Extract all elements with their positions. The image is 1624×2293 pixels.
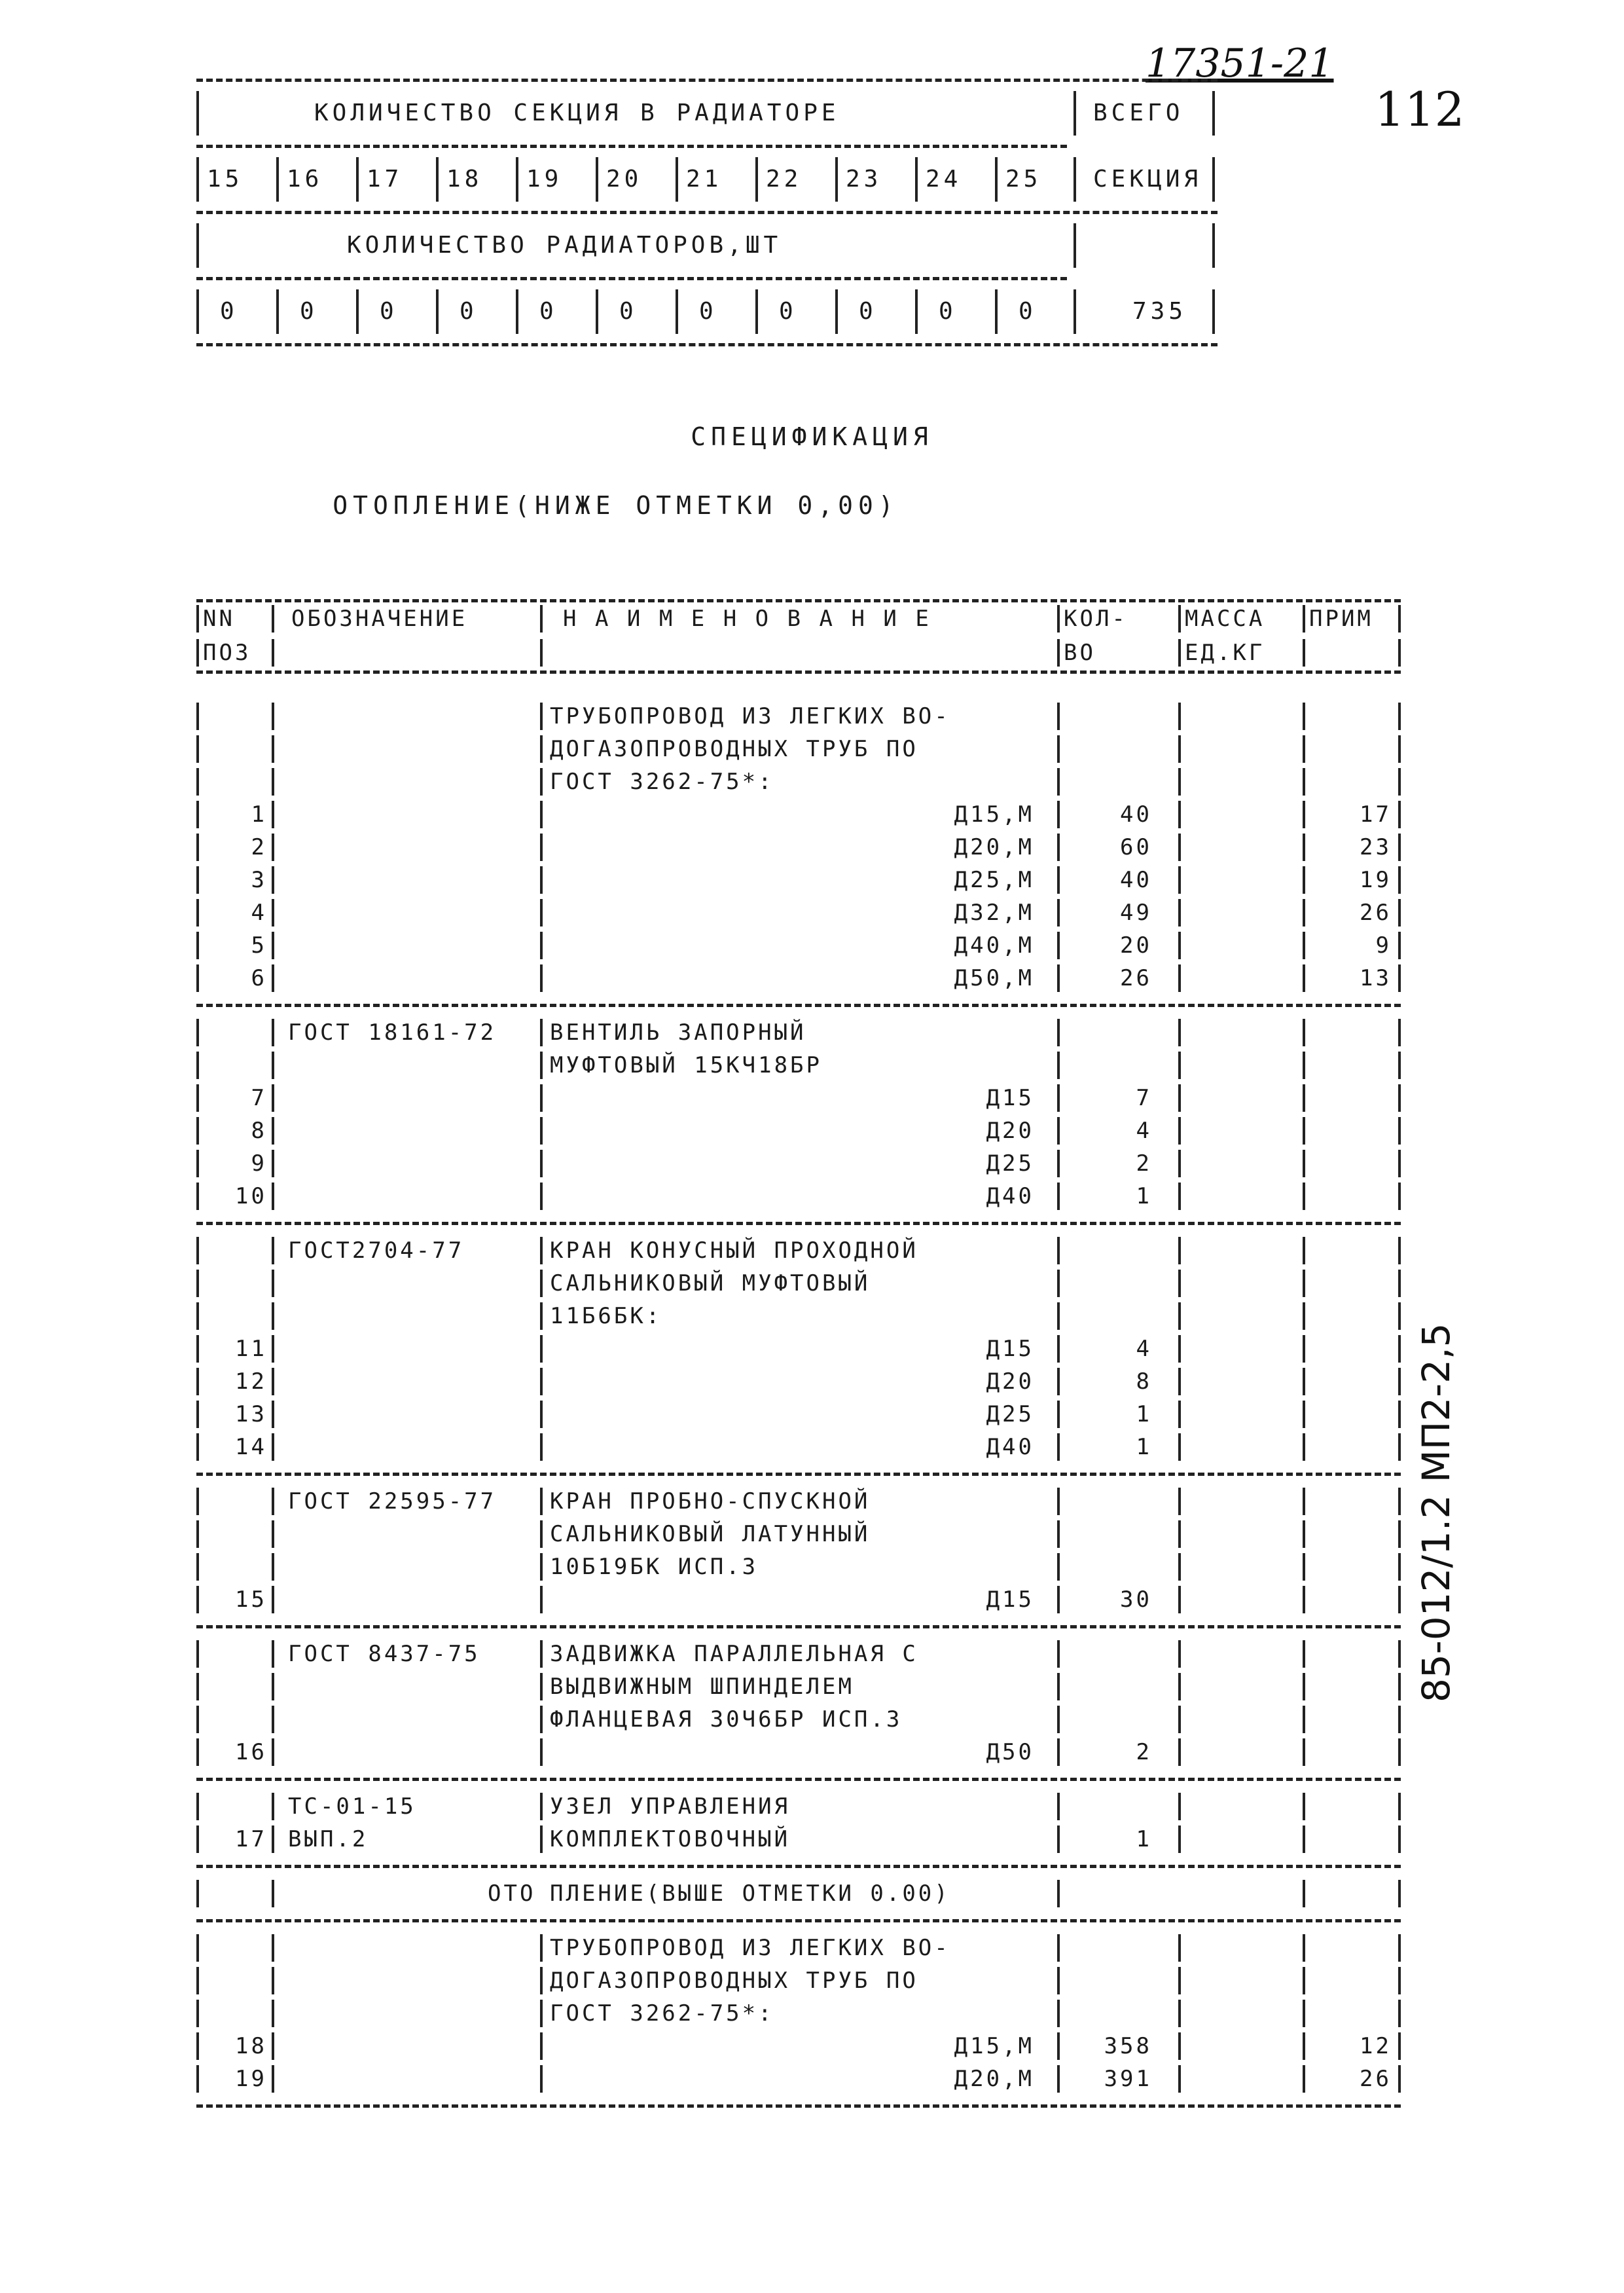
size-cell: Д15,М (954, 2033, 1034, 2059)
radiators-count-header-row (196, 214, 1218, 277)
section-number: 20 (606, 166, 643, 193)
name-cell: ТРУБОПРОВОД ИЗ ЛЕГКИХ ВО- (550, 703, 950, 729)
header-mass-2: ЕД.КГ (1185, 640, 1265, 666)
table-row (196, 1234, 1401, 1267)
radiator-summary (196, 79, 1218, 346)
table-row (196, 2030, 1401, 2063)
note-cell: 17 (1360, 801, 1392, 828)
name-cell: ГОСТ 3262-75*: (550, 769, 774, 795)
radiator-count: 0 (460, 298, 478, 325)
table-row (196, 1016, 1401, 1049)
table-row (196, 1638, 1401, 1670)
header-qty-2: ВО (1064, 640, 1096, 666)
size-cell: Д25,М (954, 867, 1034, 893)
radiator-counts-row (196, 280, 1218, 343)
table-row (196, 1082, 1401, 1114)
spec-subtitle: ОТОПЛЕНИЕ(НИЖЕ ОТМЕТКИ 0,00) (333, 491, 899, 520)
table-row (196, 896, 1401, 929)
size-cell: Д15 (986, 1336, 1034, 1362)
quantity-cell: 40 (1120, 801, 1152, 828)
name-cell: ПЛЕНИЕ(ВЫШЕ ОТМЕТКИ 0.00) (550, 1880, 950, 1907)
radiator-count: 0 (939, 298, 957, 325)
table-row (196, 1300, 1401, 1332)
note-cell: 12 (1360, 2033, 1392, 2059)
size-cell: Д25 (986, 1150, 1034, 1177)
designation-cell: ВЫП.2 (288, 1826, 369, 1852)
size-cell: Д40 (986, 1434, 1034, 1460)
radiator-count: 0 (699, 298, 717, 325)
name-cell: ДОГАЗОПРОВОДНЫХ ТРУБ ПО (550, 1968, 918, 1994)
section-number: 18 (446, 166, 483, 193)
size-cell: Д50 (986, 1739, 1034, 1765)
quantity-cell: 8 (1136, 1368, 1152, 1395)
name-cell: 10Б19БК ИСП.3 (550, 1554, 759, 1580)
name-cell: ДОГАЗОПРОВОДНЫХ ТРУБ ПО (550, 736, 918, 762)
radiator-count: 0 (539, 298, 558, 325)
size-cell: Д25 (986, 1401, 1034, 1427)
designation-cell: ГОСТ2704-77 (288, 1238, 465, 1264)
size-cell: Д50,М (954, 965, 1034, 991)
size-cell: Д20,М (954, 2066, 1034, 2092)
quantity-cell: 1 (1136, 1183, 1152, 1209)
size-cell: Д15 (986, 1085, 1034, 1111)
sections-in-radiator-label: КОЛИЧЕСТВО СЕКЦИЯ В РАДИАТОРЕ (314, 100, 840, 126)
table-row (196, 864, 1401, 896)
table-row (196, 1823, 1401, 1856)
name-cell: САЛЬНИКОВЫЙ ЛАТУННЫЙ (550, 1521, 871, 1547)
table-row (196, 1703, 1401, 1736)
table-row (196, 962, 1401, 995)
position-cell: 14 (235, 1434, 267, 1460)
position-cell: 10 (235, 1183, 267, 1209)
table-row (196, 1365, 1401, 1398)
position-cell: 9 (251, 1150, 267, 1177)
size-cell: Д40 (986, 1183, 1034, 1209)
total-sections-value: 735 (1132, 298, 1187, 325)
radiator-count: 0 (859, 298, 877, 325)
table-row (196, 1932, 1401, 1964)
table-row (196, 1049, 1401, 1082)
radiators-count-label: КОЛИЧЕСТВО РАДИАТОРОВ,ШТ (347, 232, 782, 259)
quantity-cell: 4 (1136, 1118, 1152, 1144)
position-cell: 7 (251, 1085, 267, 1111)
quantity-cell: 49 (1120, 900, 1152, 926)
table-row (196, 1398, 1401, 1431)
table-row (196, 798, 1401, 831)
header-qty: КОЛ- (1064, 606, 1128, 632)
section-number: 16 (287, 166, 323, 193)
handwritten-doc-code: 17351-21 (1146, 41, 1334, 86)
name-cell: КОМПЛЕКТОВОЧНЫЙ (550, 1826, 791, 1852)
quantity-cell: 2 (1136, 1739, 1152, 1765)
header-mass: МАССА (1185, 606, 1265, 632)
name-cell: ВЕНТИЛЬ ЗАПОРНЫЙ (550, 1019, 806, 1046)
table-row (196, 1518, 1401, 1550)
section-number: 19 (526, 166, 563, 193)
size-cell: Д20 (986, 1118, 1034, 1144)
size-cell: Д20 (986, 1368, 1034, 1395)
table-row (196, 1114, 1401, 1147)
name-cell: МУФТОВЫЙ 15КЧ18БР (550, 1052, 822, 1078)
section-number: 17 (367, 166, 403, 193)
name-cell: ФЛАНЦЕВАЯ 30Ч6БР ИСП.3 (550, 1706, 903, 1733)
table-row (196, 1332, 1401, 1365)
dash-divider (196, 1919, 1401, 1922)
table-row (196, 2063, 1401, 2095)
name-cell: ЗАДВИЖКА ПАРАЛЛЕЛЬНАЯ С (550, 1641, 918, 1667)
dash-divider (196, 1222, 1401, 1225)
table-row (196, 1670, 1401, 1703)
position-cell: 1 (251, 801, 267, 828)
designation-cell: ГОСТ 18161-72 (288, 1019, 497, 1046)
note-cell: 26 (1360, 900, 1392, 926)
handwritten-page-number: 112 (1375, 82, 1465, 137)
position-cell: 11 (235, 1336, 267, 1362)
position-cell: 4 (251, 900, 267, 926)
table-row (196, 733, 1401, 765)
table-row (196, 700, 1401, 733)
handwritten-side-code: 85-012/1.2 МП2-2,5 (1414, 1323, 1458, 1702)
section-number: 25 (1005, 166, 1042, 193)
quantity-cell: 1 (1136, 1434, 1152, 1460)
position-cell: 19 (235, 2066, 267, 2092)
designation-cell: ГОСТ 8437-75 (288, 1641, 480, 1667)
position-cell: 5 (251, 932, 267, 959)
dash-divider (196, 1004, 1401, 1007)
radiator-count: 0 (380, 298, 398, 325)
quantity-cell: 1 (1136, 1401, 1152, 1427)
designation-cell: ТС-01-15 (288, 1793, 416, 1820)
name-cell: 11Б6БК: (550, 1303, 662, 1329)
header-pos-2: ПОЗ (203, 640, 251, 666)
radiator-count: 0 (1019, 298, 1037, 325)
size-cell: Д32,М (954, 900, 1034, 926)
header-name: Н А И М Е Н О В А Н И Е (563, 606, 931, 632)
name-cell: ТРУБОПРОВОД ИЗ ЛЕГКИХ ВО- (550, 1935, 950, 1961)
section-number: 23 (846, 166, 882, 193)
position-cell: 13 (235, 1401, 267, 1427)
table-header-row-2 (196, 636, 1401, 670)
designation-cell: ОТО (488, 1880, 536, 1907)
table-row (196, 1485, 1401, 1518)
section-number: 22 (766, 166, 803, 193)
position-cell: 17 (235, 1826, 267, 1852)
size-cell: Д20,М (954, 834, 1034, 860)
quantity-cell: 30 (1120, 1587, 1152, 1613)
name-cell: ГОСТ 3262-75*: (550, 2000, 774, 2027)
table-row (196, 831, 1401, 864)
size-cell: Д15 (986, 1587, 1034, 1613)
section-number: 24 (926, 166, 962, 193)
table-row (196, 1431, 1401, 1463)
position-cell: 16 (235, 1739, 267, 1765)
summary-header-row (196, 82, 1218, 145)
section-number: 21 (686, 166, 723, 193)
table-row (196, 1877, 1401, 1910)
dash-divider (196, 1625, 1401, 1628)
quantity-cell: 20 (1120, 932, 1152, 959)
quantity-cell: 2 (1136, 1150, 1152, 1177)
quantity-cell: 7 (1136, 1085, 1152, 1111)
header-pos: NN (203, 606, 235, 632)
position-cell: 2 (251, 834, 267, 860)
note-cell: 13 (1360, 965, 1392, 991)
name-cell: УЗЕЛ УПРАВЛЕНИЯ (550, 1793, 791, 1820)
total-label: ВСЕГО (1093, 100, 1184, 126)
dash-divider (196, 1865, 1401, 1868)
section-number: 15 (207, 166, 244, 193)
dash-divider (196, 1778, 1401, 1781)
dash-divider (196, 343, 1218, 346)
position-cell: 15 (235, 1587, 267, 1613)
position-cell: 12 (235, 1368, 267, 1395)
radiator-count: 0 (220, 298, 238, 325)
radiator-count: 0 (779, 298, 797, 325)
quantity-cell: 391 (1104, 2066, 1152, 2092)
quantity-cell: 1 (1136, 1826, 1152, 1852)
position-cell: 8 (251, 1118, 267, 1144)
table-row (196, 1583, 1401, 1616)
header-designation: ОБОЗНАЧЕНИЕ (291, 606, 468, 632)
header-note: ПРИМ (1309, 606, 1373, 632)
radiator-count: 0 (300, 298, 318, 325)
section-numbers-row (196, 148, 1218, 211)
designation-cell: ГОСТ 22595-77 (288, 1488, 497, 1514)
table-row (196, 1997, 1401, 2030)
name-cell: ВЫДВИЖНЫМ ШПИНДЕЛЕМ (550, 1674, 854, 1700)
quantity-cell: 4 (1136, 1336, 1152, 1362)
quantity-cell: 26 (1120, 965, 1152, 991)
name-cell: САЛЬНИКОВЫЙ МУФТОВЫЙ (550, 1270, 871, 1296)
table-row (196, 1267, 1401, 1300)
radiator-count: 0 (619, 298, 638, 325)
position-cell: 18 (235, 2033, 267, 2059)
table-row (196, 1180, 1401, 1213)
size-cell: Д40,М (954, 932, 1034, 959)
dash-divider (196, 1473, 1401, 1476)
table-header-row-1 (196, 602, 1401, 636)
total-label-2: СЕКЦИЯ (1093, 166, 1202, 193)
table-row (196, 1147, 1401, 1180)
position-cell: 6 (251, 965, 267, 991)
table-body (196, 700, 1401, 2108)
table-row (196, 929, 1401, 962)
quantity-cell: 60 (1120, 834, 1152, 860)
note-cell: 26 (1360, 2066, 1392, 2092)
size-cell: Д15,М (954, 801, 1034, 828)
note-cell: 19 (1360, 867, 1392, 893)
table-row (196, 1736, 1401, 1769)
table-row (196, 1790, 1401, 1823)
quantity-cell: 358 (1104, 2033, 1152, 2059)
note-cell: 9 (1375, 932, 1392, 959)
table-row (196, 765, 1401, 798)
note-cell: 23 (1360, 834, 1392, 860)
table-row (196, 1964, 1401, 1997)
name-cell: КРАН КОНУСНЫЙ ПРОХОДНОЙ (550, 1238, 918, 1264)
table-row (196, 1550, 1401, 1583)
specification-table (196, 599, 1401, 2108)
spec-title: СПЕЦИФИКАЦИЯ (691, 422, 933, 451)
quantity-cell: 40 (1120, 867, 1152, 893)
position-cell: 3 (251, 867, 267, 893)
name-cell: КРАН ПРОБНО-СПУСКНОЙ (550, 1488, 871, 1514)
